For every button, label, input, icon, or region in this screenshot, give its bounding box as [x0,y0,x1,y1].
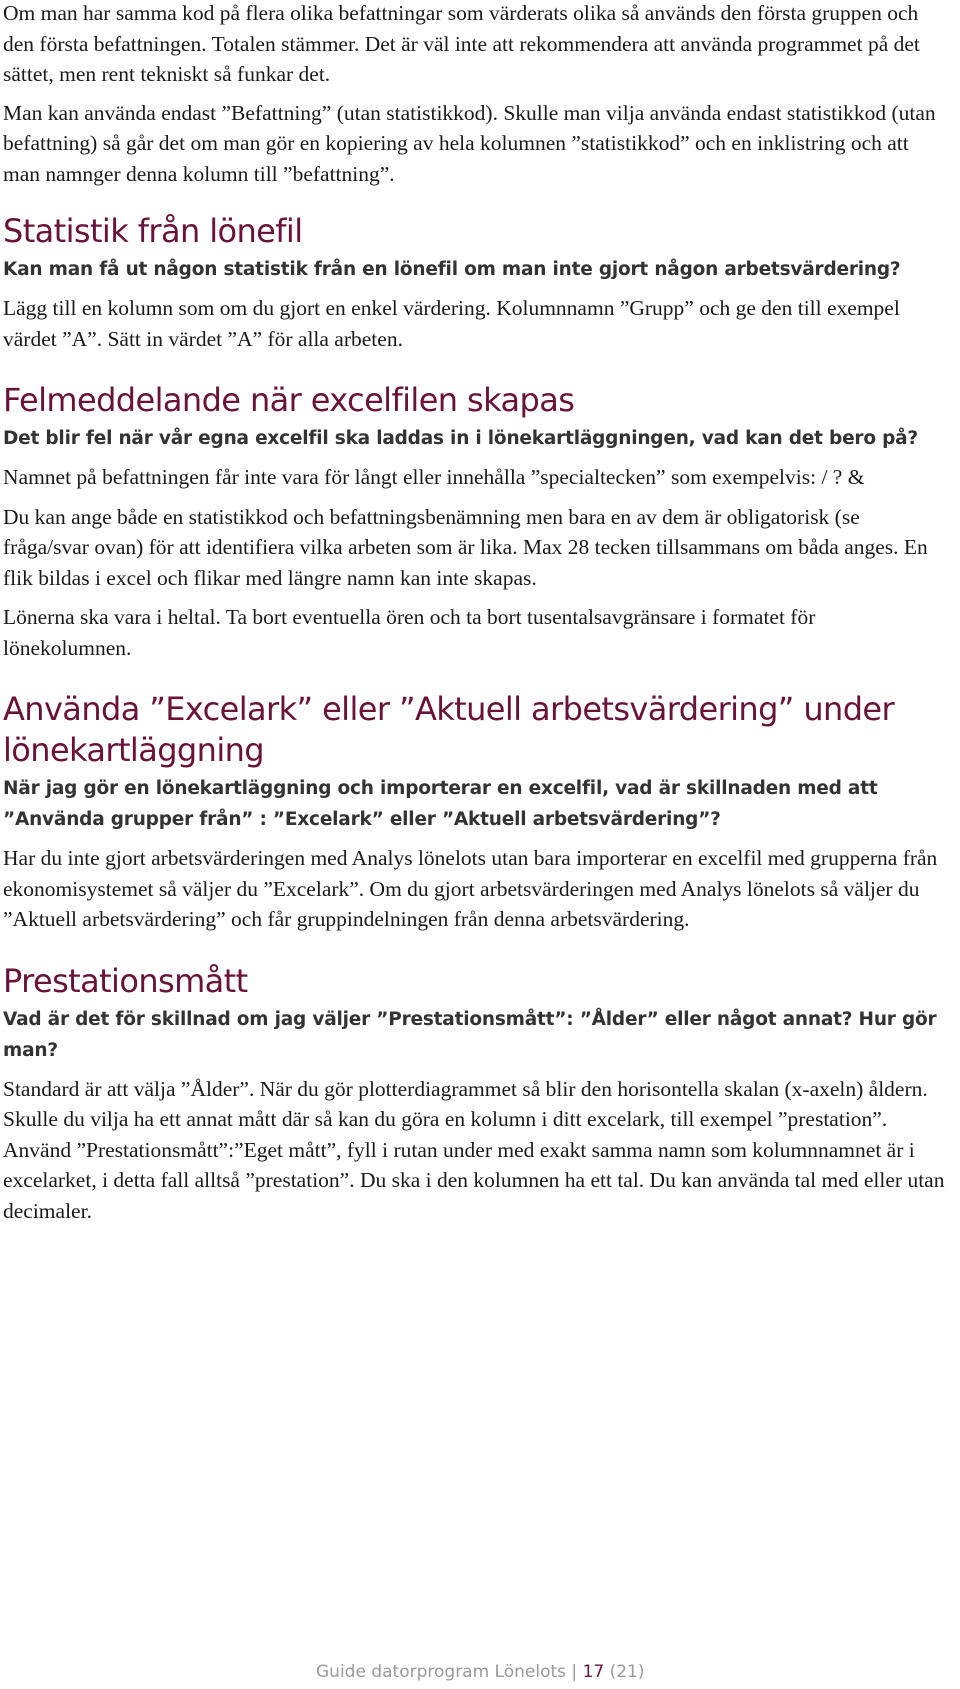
intro-paragraph-2: Man kan använda endast ”Befattning” (utan statistikkod). Skulle man vilja använda endast statistikkod (utan befattning) så går det om man gör en kopiering av hela kolumnen ”statistikkod” och en inklistring och att man namnger denna kolumn till ”befattning”. [3,100,936,186]
question-prestationsmatt: Vad är det för skillnad om jag väljer ”Prestationsmått”: ”Ålder” eller något annat? Hur gör man? [3,1008,937,1061]
footer-title: Guide datorprogram Lönelots [316,1662,567,1682]
question-anvanda-excelark: När jag gör en lönekartläggning och importerar en excelfil, vad är skillnaden med att ”Använda grupper från” : ”Excelark” eller ”Aktuell arbetsvärdering”? [3,778,878,830]
heading-felmeddelande: Felmeddelande när excelfilen skapas [3,381,575,419]
answer-felmeddelande-3: Lönerna ska vara i heltal. Ta bort eventuella ören och ta bort tusentalsavgränsare i formatet för lönekolumnen. [3,605,816,660]
answer-felmeddelande-2: Du kan ange både en statistikkod och befattningsbenämning men bara en av dem är obligatorisk (se fråga/svar ovan) för att identifiera vilka arbeten som är lika. Max 28 tecken tillsammans om båda anges. En flik bildas i excel och flikar med längre namn kan inte skapas. [3,504,928,590]
document-page [3,0,948,1226]
heading-prestationsmatt: Prestationsmått [3,961,248,1000]
page-footer [316,1662,645,1682]
footer-separator: | [571,1662,578,1682]
intro-paragraph-1: Om man har samma kod på flera olika befattningar som värderats olika så används den första gruppen och den första befattningen. Totalen stämmer. Det är väl inte att rekommendera att använda programmet på det sättet, men rent tekniskt så funkar det. [3,1,920,86]
answer-felmeddelande-1: Namnet på befattningen får inte vara för långt eller innehålla ”specialtecken” som exempelvis: / ? & [3,465,865,489]
footer-page-total: (21) [609,1662,645,1682]
heading-statistik-fran-lonefil: Statistik från lönefil [3,212,303,250]
footer-page-number: 17 [582,1662,605,1682]
answer-anvanda-excelark: Har du inte gjort arbetsvärderingen med Analys lönelots utan bara importerar en excelfil med grupperna från ekonomisystemet så väljer du ”Excelark”. Om du gjort arbetsvärderingen med Analys lönelots så väljer du ”Aktuell arbetsvärdering” och får gruppindelningen från denna arbetsvärdering. [3,846,938,931]
answer-statistik: Lägg till en kolumn som om du gjort en enkel värdering. Kolumnnamn ”Grupp” och ge den till exempel värdet ”A”. Sätt in värdet ”A” för alla arbeten. [3,296,900,351]
question-felmeddelande: Det blir fel när vår egna excelfil ska laddas in i lönekartläggningen, vad kan det bero på? [3,428,918,449]
question-statistik: Kan man få ut någon statistik från en lönefil om man inte gjort någon arbetsvärdering? [3,259,901,280]
answer-prestationsmatt: Standard är att välja ”Ålder”. När du gör plotterdiagrammet så blir den horisontella skalan (x-axeln) åldern. Skulle du vilja ha ett annat mått där så kan du göra en kolumn i ditt excelark, till exempel ”prestation”. Använd ”Prestationsmått”:”Eget mått”, fyll i rutan under med exakt samma namn som kolumnnamnet är i excelarket, i detta fall alltså ”prestation”. Du ska i den kolumnen ha ett tal. Du kan använda tal med eller utan decimaler. [3,1076,945,1223]
heading-anvanda-excelark: Använda ”Excelark” eller ”Aktuell arbetsvärdering” under lönekartläggning [3,690,895,769]
